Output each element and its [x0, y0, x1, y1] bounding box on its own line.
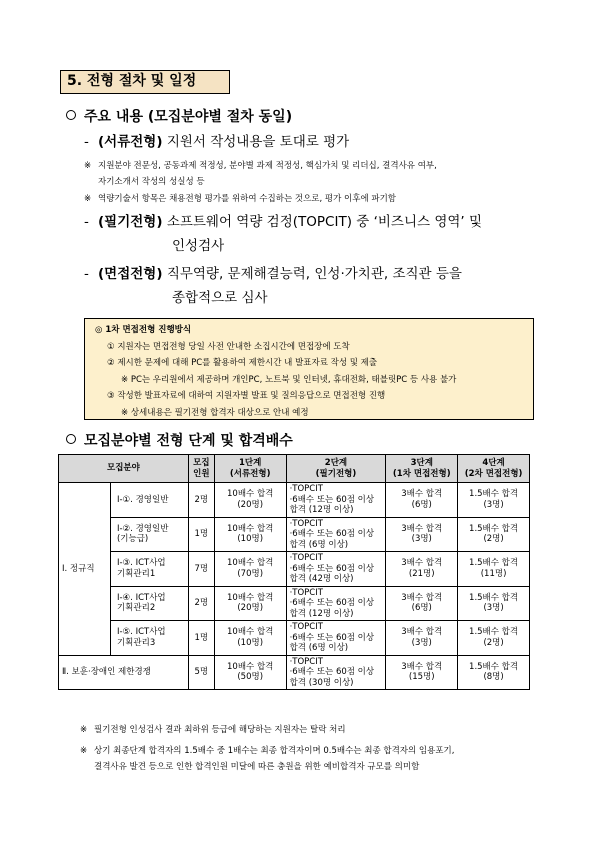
count-cell: 5명 [188, 655, 214, 690]
main-heading [66, 106, 292, 126]
stage4-cell: 1.5배수 합격 (8명) [458, 655, 530, 690]
stage3-cell: 3배수 합격 (3명) [386, 621, 458, 656]
note-text: 지원분야 전문성, 공동과제 적정성, 분야별 과제 적정성, 핵심가치 및 리더십, 결격사유 여부, [98, 161, 437, 171]
field-cell: Ⅰ-④. ICT사업 기획관리2 [110, 586, 188, 621]
stage2-cell: ·TOPCIT ·6배수 또는 60점 이상 합격 (6명 이상) [286, 621, 386, 656]
item-interview: - (면접전형) 직무역량, 문제해결능력, 인성·가치관, 조직관 등을 종합적으로 심사 [84, 262, 544, 310]
stage2-cell: ·TOPCIT ·6배수 또는 60점 이상 합격 (30명 이상) [286, 655, 386, 690]
stage1-cell: 10배수 합격 (20명) [214, 586, 286, 621]
stage3-cell: 3배수 합격 (21명) [386, 552, 458, 587]
stage2-cell: ·TOPCIT ·6배수 또는 60점 이상 합격 (12명 이상) [286, 483, 386, 518]
box-subrow: ※ PC는 우리원에서 제공하며 개인PC, 노트북 및 인터넷, 휴대전화, 태블릿PC 등 사용 불가 [121, 374, 457, 385]
table-row [59, 483, 530, 518]
stage4-cell: 1.5배수 합격 (2명) [458, 517, 530, 552]
count-cell: 1명 [188, 517, 214, 552]
field-cell: Ⅰ-①. 경영일반 [110, 483, 188, 518]
box-title: ◎ 1차 면접전형 진행방식 [95, 325, 192, 335]
header-cell: 1단계 (서류전형) [214, 455, 286, 483]
count-cell: 1명 [188, 621, 214, 656]
footnote-reserve [80, 743, 560, 775]
note-mark: ※ [84, 194, 92, 204]
box-row: ① 지원자는 면접전형 당일 사전 안내한 소집시간에 면접장에 도착 [107, 341, 350, 352]
interview-method-box [84, 318, 534, 420]
stage2-cell: ·TOPCIT ·6배수 또는 60점 이상 합격 (6명 이상) [286, 517, 386, 552]
group-cell: Ⅰ. 정규직 [59, 483, 111, 656]
item-label: (면접전형) [98, 266, 163, 282]
stage4-cell: 1.5배수 합격 (11명) [458, 552, 530, 587]
table-heading-text: 모집분야별 전형 단계 및 합격배수 [84, 433, 293, 449]
item-text: 지원서 작성내용을 토대로 평가 [166, 134, 350, 150]
note-text: 역량기술서 항목은 채용전형 평가를 위하여 수집하는 것으로, 평가 이후에 파기함 [98, 194, 396, 204]
note-text-cont: 자기소개서 작성의 성실성 등 [98, 177, 205, 187]
count-cell: 2명 [188, 586, 214, 621]
stage1-cell: 10배수 합격 (20명) [214, 483, 286, 518]
table-header-row [59, 455, 530, 483]
stage3-cell: 3배수 합격 (15명) [386, 655, 458, 690]
section-title: 5. 전형 절차 및 일정 [60, 70, 230, 94]
item-label: (필기전형) [98, 214, 163, 230]
table-row [59, 655, 530, 690]
field-cell: Ⅰ-③. ICT사업 기획관리1 [110, 552, 188, 587]
box-row: ③ 작성한 발표자료에 대하여 지원자별 발표 및 질의응답으로 면접전형 진행 [107, 391, 386, 401]
header-cell: 2단계 (필기전형) [286, 455, 386, 483]
header-cell: 모집분야 [59, 455, 189, 483]
stage4-cell: 1.5배수 합격 (3명) [458, 483, 530, 518]
item-written-test: - (필기전형) 소프트웨어 역량 검정(TOPCIT) 중 ‘비즈니스 영역’ 및 인성검사 [84, 210, 544, 258]
note-mark: ※ [80, 746, 88, 756]
stage3-cell: 3배수 합격 (6명) [386, 483, 458, 518]
footnote-text: 필기전형 인성검사 결과 최하위 등급에 해당하는 지원자는 탈락 처리 [94, 725, 346, 735]
stage3-cell: 3배수 합격 (6명) [386, 586, 458, 621]
footnote-text-cont: 결격사유 발견 등으로 인한 합격인원 미달에 따른 충원을 위한 예비합격자 규모를 의미함 [94, 762, 420, 772]
circle-bullet-icon [66, 434, 76, 444]
item-text: 소프트웨어 역량 검정(TOPCIT) 중 ‘비즈니스 영역’ 및 [166, 214, 483, 230]
item-text-cont: 종합적으로 심사 [172, 290, 268, 306]
stage1-cell: 10배수 합격 (50명) [214, 655, 286, 690]
field-cell: Ⅱ. 보훈·장애인 제한경쟁 [59, 655, 189, 690]
stage1-cell: 10배수 합격 (10명) [214, 621, 286, 656]
count-cell: 2명 [188, 483, 214, 518]
stage3-cell: 3배수 합격 (3명) [386, 517, 458, 552]
footnote-personality [80, 722, 560, 738]
header-cell: 모집 인원 [188, 455, 214, 483]
stage2-cell: ·TOPCIT ·6배수 또는 60점 이상 합격 (42명 이상) [286, 552, 386, 587]
table-row [59, 621, 530, 656]
field-cell: Ⅰ-⑤. ICT사업 기획관리3 [110, 621, 188, 656]
header-cell: 4단계 (2차 면접전형) [458, 455, 530, 483]
stage2-cell: ·TOPCIT ·6배수 또는 60점 이상 합격 (12명 이상) [286, 586, 386, 621]
item-text: 직무역량, 문제해결능력, 인성·가치관, 조직관 등을 [166, 266, 462, 282]
note-mark: ※ [80, 725, 88, 735]
box-subrow: ※ 상세내용은 필기전형 합격자 대상으로 안내 예정 [121, 407, 309, 418]
header-cell: 3단계 (1차 면접전형) [386, 455, 458, 483]
field-cell: Ⅰ-②. 경영일반 (기능급) [110, 517, 188, 552]
table-row [59, 552, 530, 587]
table-heading [66, 430, 293, 450]
stage4-cell: 1.5배수 합격 (3명) [458, 586, 530, 621]
stage1-cell: 10배수 합격 (10명) [214, 517, 286, 552]
table-row [59, 517, 530, 552]
main-heading-text: 주요 내용 (모집분야별 절차 동일) [84, 109, 293, 125]
item-text-cont: 인성검사 [172, 238, 225, 254]
note-document-criteria [84, 158, 554, 190]
note-mark: ※ [84, 161, 92, 171]
table-row [59, 586, 530, 621]
item-label: (서류전형) [98, 134, 163, 150]
stages-table [58, 454, 530, 690]
stage4-cell: 1.5배수 합격 (2명) [458, 621, 530, 656]
circle-bullet-icon [66, 110, 76, 120]
count-cell: 7명 [188, 552, 214, 587]
item-document-screening: - (서류전형) 지원서 작성내용을 토대로 평가 [84, 134, 350, 150]
footnote-text: 상기 최종단계 합격자의 1.5배수 중 1배수는 최종 합격자이며 0.5배수는 최종 합격자의 임용포기, [94, 746, 455, 756]
box-row: ② 제시한 문제에 대해 PC를 활용하여 제한시간 내 발표자료 작성 및 제출 [107, 358, 378, 368]
stage1-cell: 10배수 합격 (70명) [214, 552, 286, 587]
note-competency [84, 191, 554, 207]
